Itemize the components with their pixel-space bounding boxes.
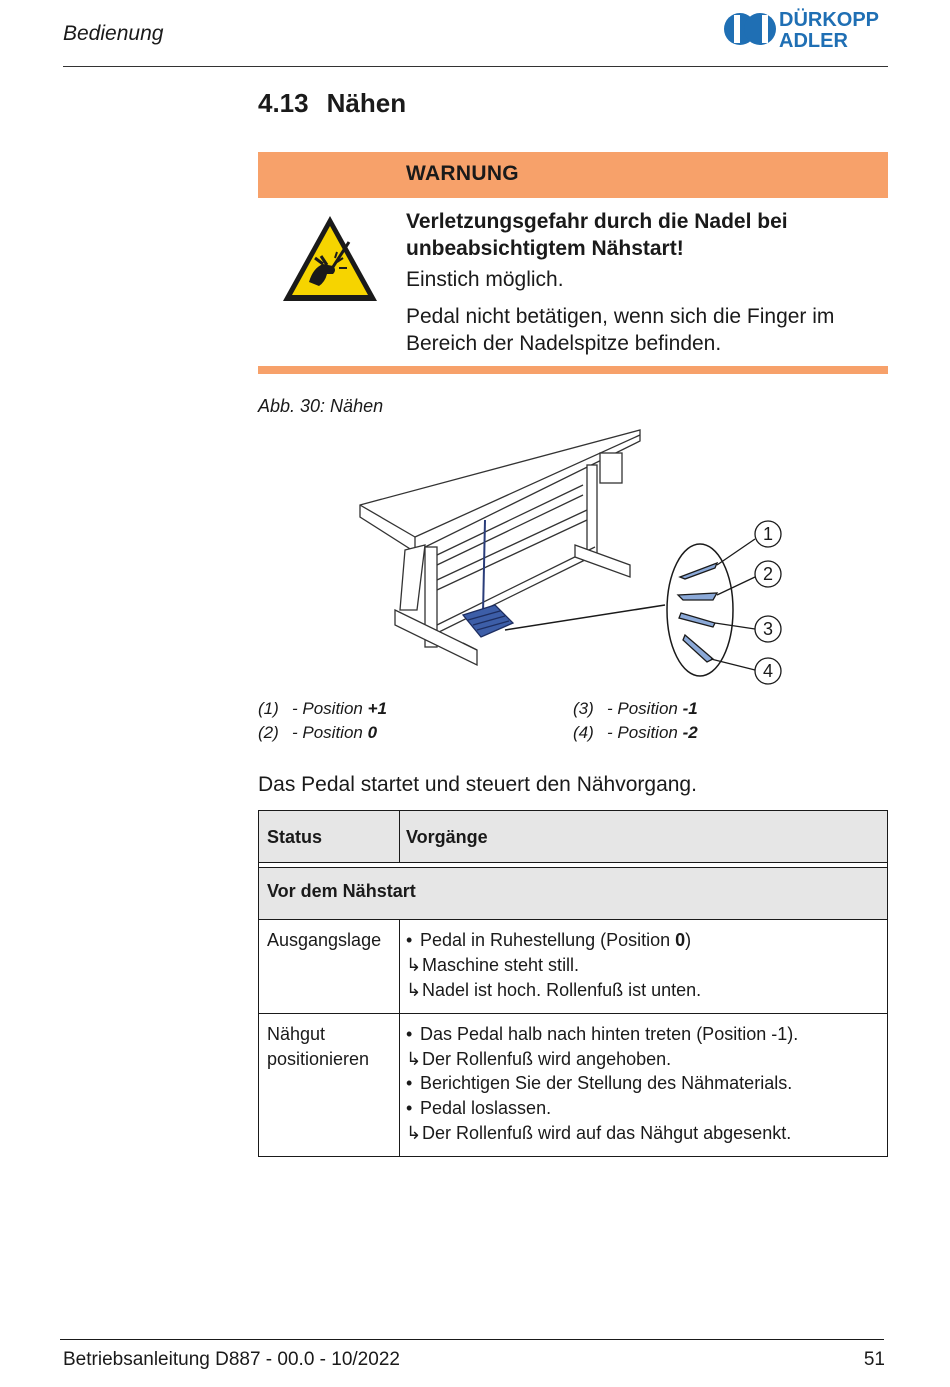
table-row-line: • Pedal in Ruhestellung (Position 0) [406, 930, 692, 950]
callout-1: 1 [762, 524, 774, 544]
legend-item: (1) - Position +1 [258, 699, 387, 718]
page-header [0, 0, 950, 70]
table-row-line: ↳Maschine steht still. [406, 955, 580, 975]
table-row-line: • Das Pedal halb nach hinten treten (Position -1). [406, 1024, 799, 1044]
warning-label: WARNUNG [406, 162, 519, 185]
figure-caption: Abb. 30: Nähen [258, 396, 384, 416]
header-divider [63, 66, 888, 67]
table-top [360, 430, 640, 552]
table-row-line: ↳Der Rollenfuß wird auf das Nähgut abgesenkt. [406, 1123, 792, 1143]
intro-text: Das Pedal startet und steuert den Nähvorgang. [258, 773, 697, 796]
table-row-line: ↳Nadel ist hoch. Rollenfuß ist unten. [406, 980, 702, 1000]
legend-item: (3) - Position -1 [573, 699, 698, 718]
callout-4: 4 [762, 661, 774, 681]
legend-item: (4) - Position -2 [573, 723, 698, 742]
running-title: Bedienung [63, 22, 164, 45]
legend-item: (2) - Position 0 [258, 723, 378, 742]
warning-header-bar [258, 152, 888, 198]
brand-line1: DÜRKOPP [779, 9, 880, 31]
callout-2: 2 [762, 564, 774, 584]
table-row-line: • Pedal loslassen. [406, 1098, 552, 1118]
footer-document-id: Betriebsanleitung D887 - 00.0 - 10/2022 [63, 1349, 400, 1370]
status-table [258, 810, 888, 1157]
table-header-row [259, 811, 887, 862]
callout-3: 3 [762, 619, 774, 639]
sewing-table-figure [355, 425, 795, 695]
footer-divider [60, 1339, 884, 1340]
section-title: Nähen [326, 88, 407, 118]
warning-text-2: Pedal nicht betätigen, wenn sich die Finger im Bereich der Nadelspitze befinden. [406, 305, 835, 355]
table-row-line: ↳Der Rollenfuß wird angehoben. [406, 1049, 672, 1069]
group-title: Vor dem Nähstart [267, 881, 416, 901]
row-status-naehgut-line1: Nähgut [267, 1024, 326, 1044]
warning-text-1: Einstich möglich. [406, 268, 564, 291]
needle-hazard-icon [279, 212, 381, 306]
page-number: 51 [863, 1349, 885, 1370]
duerkopp-adler-logo [722, 6, 892, 52]
table-row-line: • Berichtigen Sie der Stellung des Nähmaterials. [406, 1073, 793, 1093]
brand-line2: ADLER [779, 30, 848, 52]
header-status: Status [267, 827, 323, 847]
warning-title: Verletzungsgefahr durch die Nadel bei unbeabsichtigtem Nähstart! [406, 210, 788, 260]
section-number: 4.13 [258, 88, 309, 118]
table-leg-right [587, 465, 597, 555]
row-status-ausgangslage: Ausgangslage [267, 930, 382, 950]
warning-box [258, 152, 888, 374]
row-status-naehgut-line2: positionieren [267, 1049, 370, 1069]
warning-bottom-bar [258, 366, 888, 374]
header-actions: Vorgänge [406, 827, 488, 847]
section-heading [258, 88, 406, 119]
